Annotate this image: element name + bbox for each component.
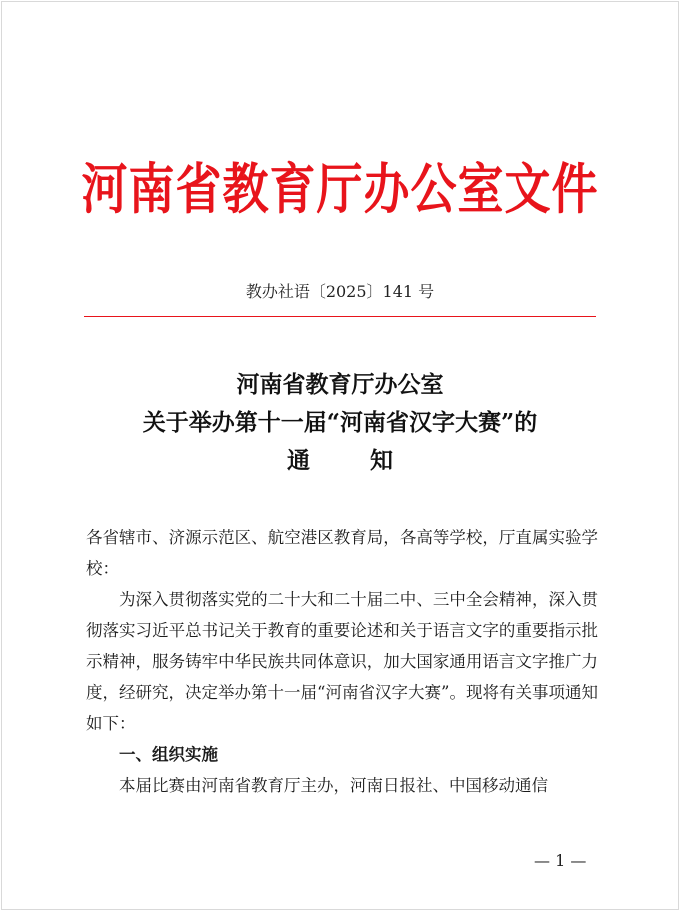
body-paragraph-1: 为深入贯彻落实党的二十大和二十届二中、三中全会精神，深入贯彻落实习近平总书记关于教育的重要论述和关于语言文字的重要指示批示精神，服务铸牢中华民族共同体意识，加大国家通用语言文字推广力度，经研究，决定举办第十一届“河南省汉字大赛”。现将有关事项通知如下： (86, 590, 598, 733)
document-number: 教办社语〔2025〕141 号 (245, 282, 435, 301)
document-body (86, 522, 598, 801)
document-header-title: 河南省教育厅办公室文件 (81, 157, 599, 221)
notice-title-line-1: 河南省教育厅办公室 (236, 371, 444, 398)
recipients-line: 各省辖市、济源示范区、航空港区教育局，各高等学校，厅直属实验学校： (86, 528, 598, 578)
section-heading-1: 一、组织实施 (119, 745, 218, 764)
body-paragraph-2: 本届比赛由河南省教育厅主办，河南日报社、中国移动通信 (119, 776, 548, 795)
red-separator-line (84, 316, 596, 317)
notice-title (0, 366, 680, 480)
notice-title-line-3: 通知 (287, 447, 453, 474)
notice-title-line-2: 关于举办第十一届“河南省汉字大赛”的 (142, 409, 538, 436)
page-number: — 1 — (534, 851, 587, 870)
